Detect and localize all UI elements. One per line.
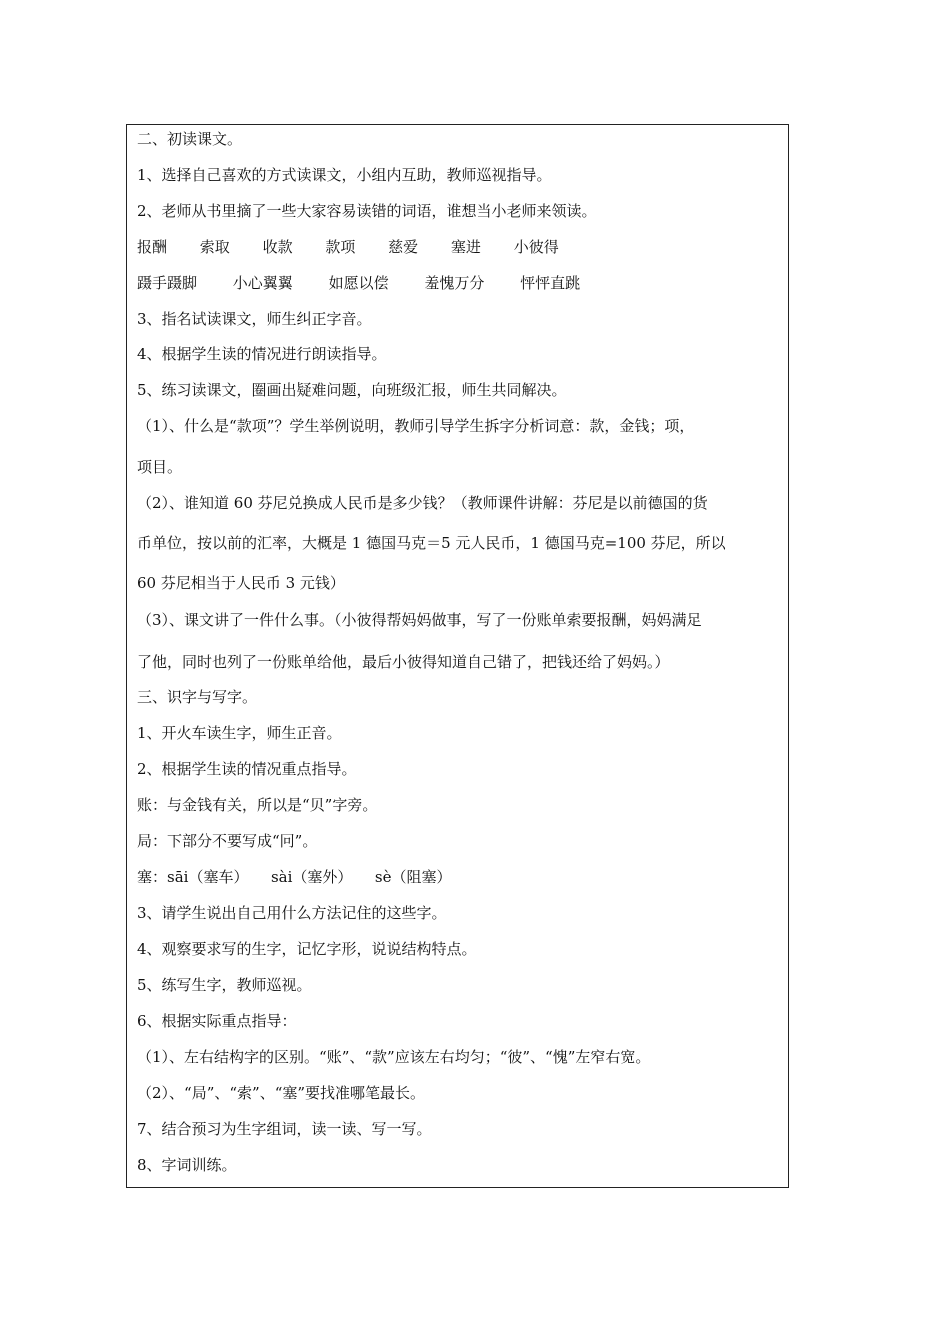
character-note: 账：与金钱有关，所以是“贝”字旁。 [137,796,378,814]
step-text: 6、根据实际重点指导： [137,1012,297,1030]
section-heading: 三、识字与写字。 [137,688,258,706]
vocabulary-row [137,273,580,293]
step-text: 5、练写生字，教师巡视。 [137,976,312,994]
step-text: 3、请学生说出自己用什么方法记住的这些字。 [137,904,447,922]
vocabulary-word: 款项 [325,238,356,256]
vocabulary-word: 小心翼翼 [232,274,293,292]
step-text: 5、练习读课文，圈画出疑难问题，向班级汇报，师生共同解决。 [137,381,567,399]
sub-step-text: 60 芬尼相当于人民币 3 元钱） [137,574,345,592]
vocabulary-word: 怦怦直跳 [520,274,581,292]
vocabulary-word: 慈爱 [388,238,419,256]
sub-step-text: （2）、“局”、“索”、“塞”要找准哪笔最长。 [137,1084,426,1102]
sub-step-text: （1）、左右结构字的区别。“账”、“款”应该左右均匀；“彼”、“愧”左窄右宽。 [137,1048,651,1066]
vocabulary-word: 塞进 [450,238,481,256]
step-text: 3、指名试读课文，师生纠正字音。 [137,310,372,328]
step-text: 2、根据学生读的情况重点指导。 [137,760,357,778]
vocabulary-word: 报酬 [137,238,168,256]
lesson-plan-table-cell [126,124,789,1188]
vocabulary-word: 小彼得 [513,238,559,256]
sub-step-text: （1）、什么是“款项”？学生举例说明，教师引导学生拆字分析词意：款，金钱；项， [137,417,695,435]
character-note: 局：下部分不要写成“冋”。 [137,832,318,850]
step-text: 7、结合预习为生字组词，读一读、写一写。 [137,1120,432,1138]
step-text: 1、选择自己喜欢的方式读课文，小组内互助，教师巡视指导。 [137,166,552,184]
sub-step-text: （3）、课文讲了一件什么事。（小彼得帮妈妈做事，写了一份账单索要报酬，妈妈满足 [137,611,702,629]
sub-step-text: 币单位，按以前的汇率，大概是 1 德国马克＝5 元人民币，1 德国马克=100 芬尼，所以 [137,534,726,552]
step-text: 2、老师从书里摘了一些大家容易读错的词语，谁想当小老师来领读。 [137,202,597,220]
sub-step-text: 项目。 [137,458,183,476]
section-heading: 二、初读课文。 [137,130,243,148]
vocabulary-word: 羞愧万分 [424,274,485,292]
vocabulary-row [137,237,559,257]
character-note: 塞：sāi（塞车） sài（塞外） sè（阻塞） [137,868,452,886]
vocabulary-word: 收款 [262,238,293,256]
step-text: 8、字词训练。 [137,1156,237,1174]
step-text: 1、开火车读生字，师生正音。 [137,724,342,742]
step-text: 4、观察要求写的生字，记忆字形，说说结构特点。 [137,940,477,958]
sub-step-text: （2）、谁知道 60 芬尼兑换成人民币是多少钱？（教师课件讲解：芬尼是以前德国的货 [137,494,708,512]
vocabulary-word: 如愿以偿 [328,274,389,292]
vocabulary-word: 索取 [199,238,230,256]
sub-step-text: 了他，同时也列了一份账单给他，最后小彼得知道自己错了，把钱还给了妈妈。） [137,653,670,671]
step-text: 4、根据学生读的情况进行朗读指导。 [137,345,387,363]
vocabulary-word: 蹑手蹑脚 [137,274,198,292]
